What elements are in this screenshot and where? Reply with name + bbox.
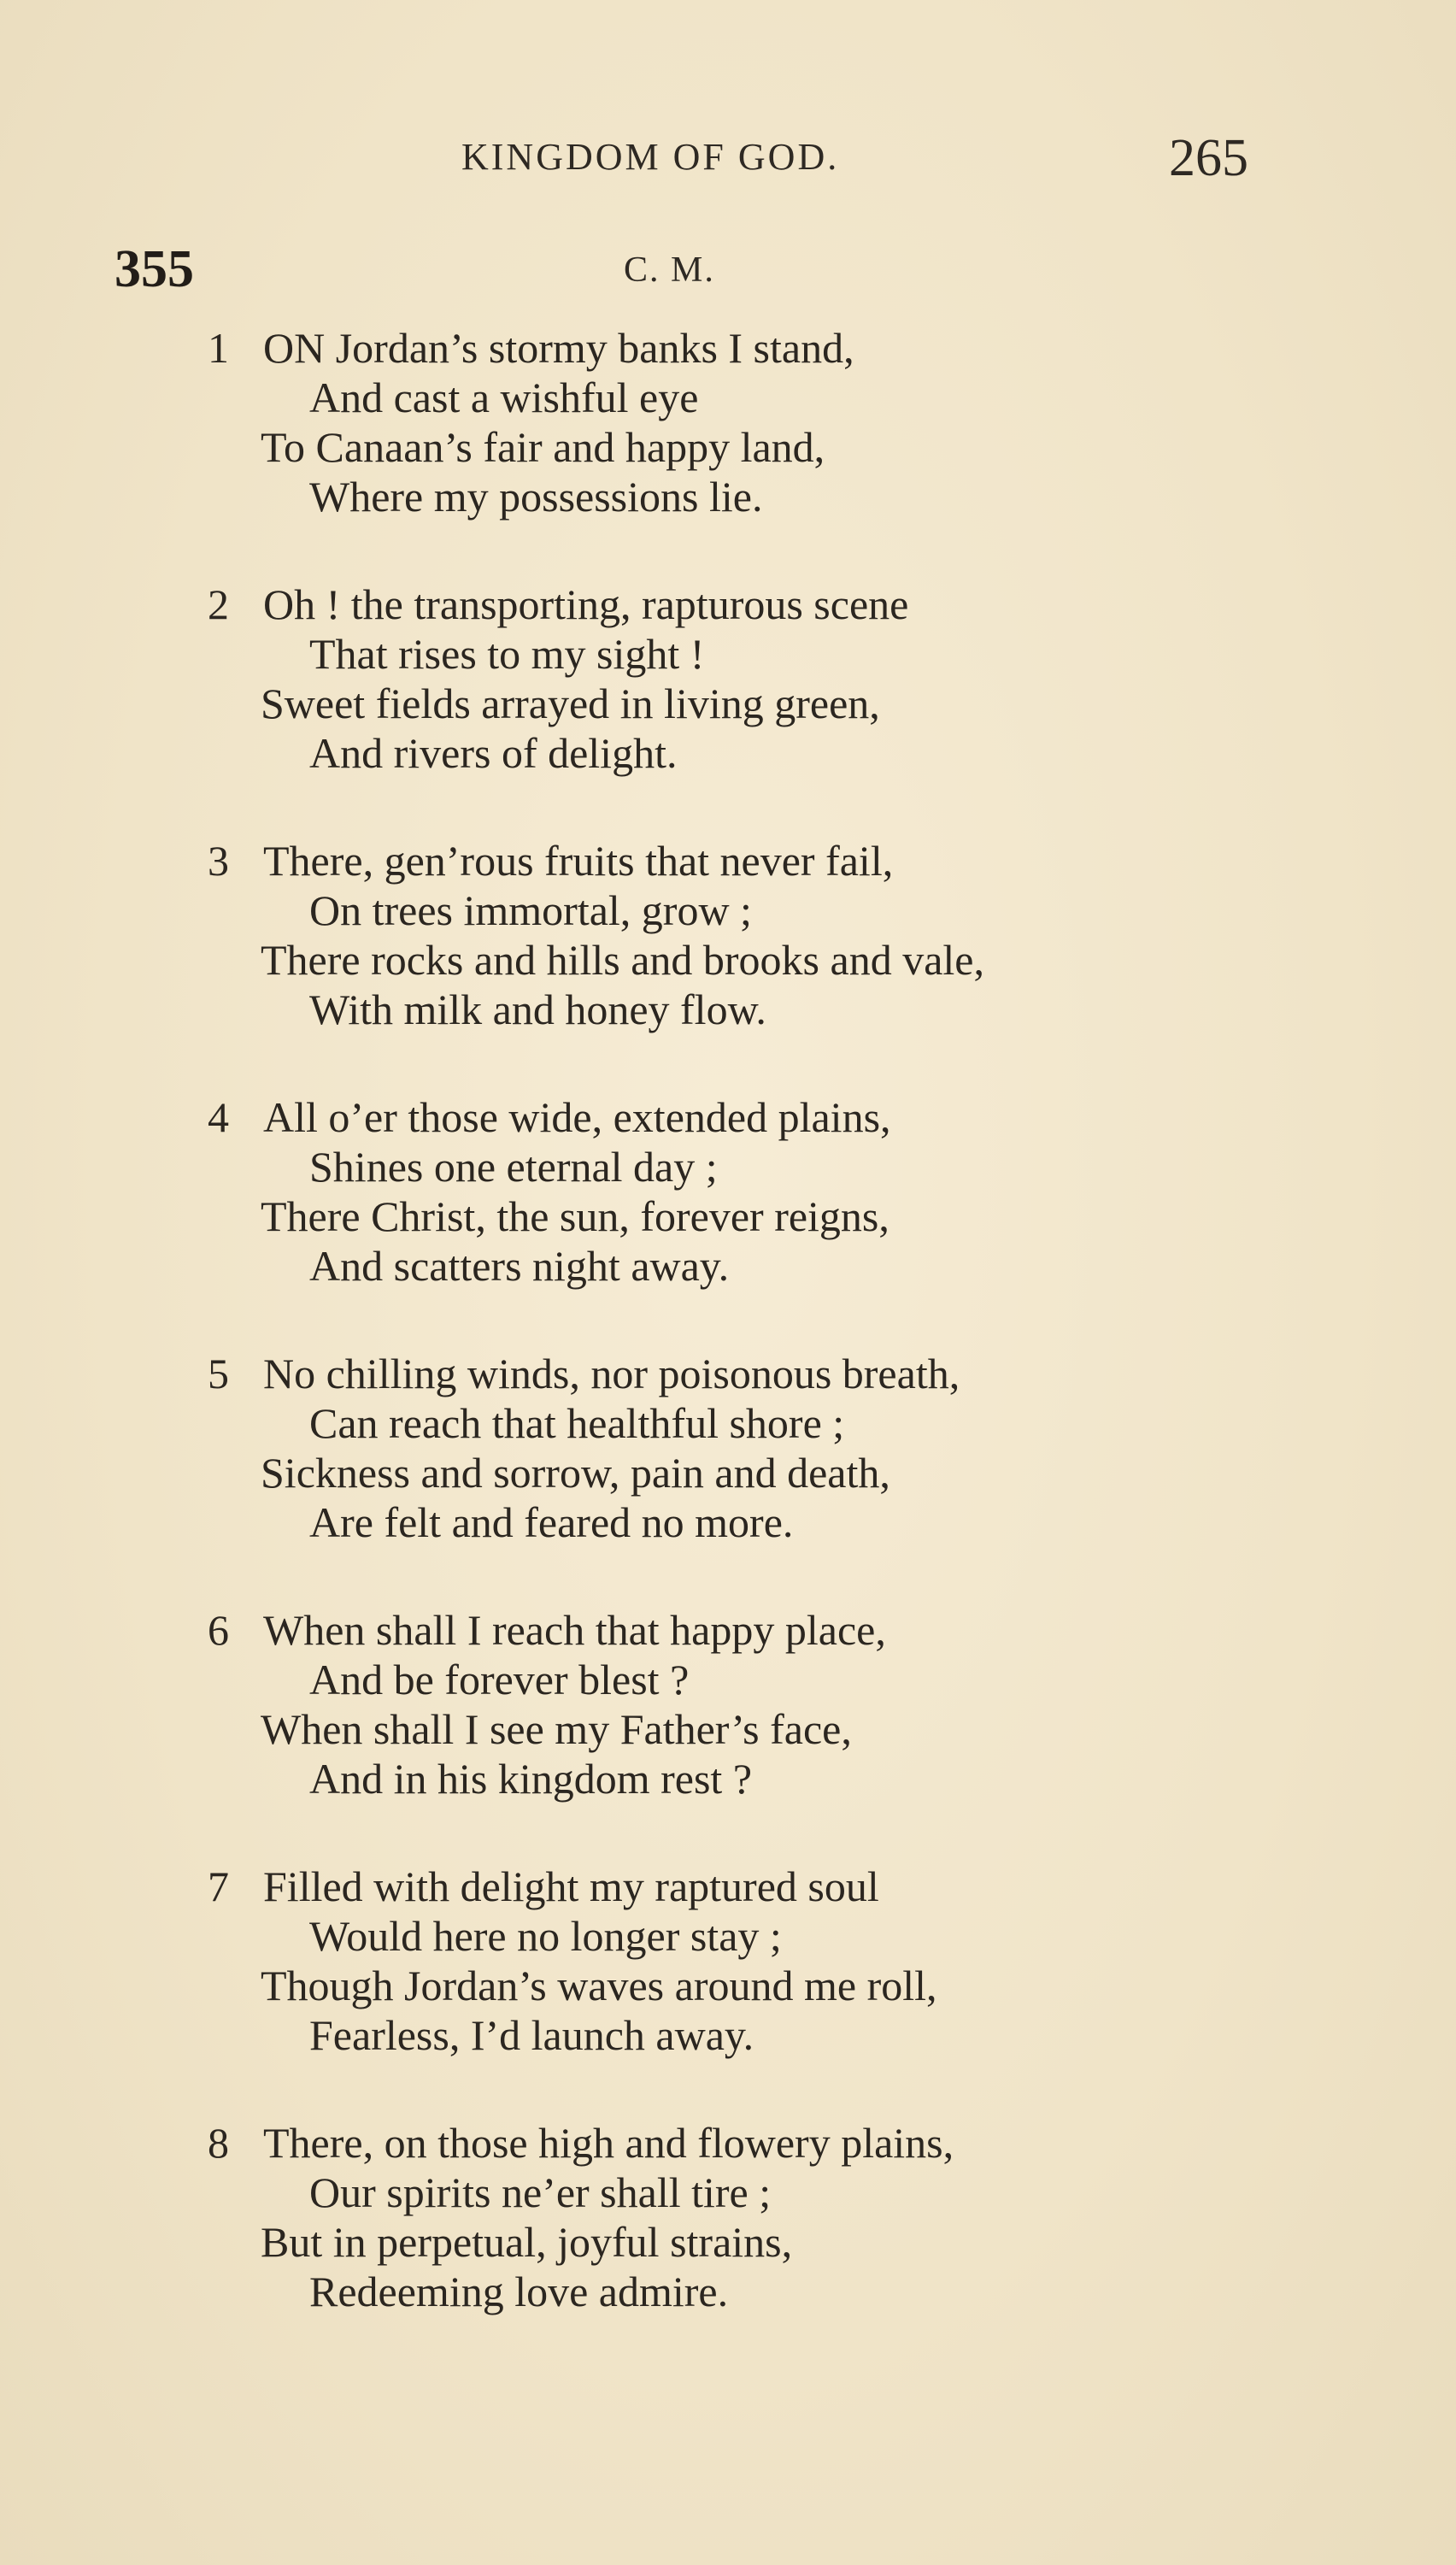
- stanza-line: No chilling winds, nor poisonous breath,: [263, 1350, 960, 1397]
- stanza-line: Shines one eternal day ;: [309, 1143, 718, 1191]
- stanza-line: There, gen’rous fruits that never fail,: [263, 837, 894, 885]
- stanza-line: Fearless, I’d launch away.: [309, 2011, 754, 2059]
- stanza-line: Sickness and sorrow, pain and death,: [261, 1449, 890, 1497]
- verse-number: 2: [208, 580, 229, 628]
- stanza-line: There rocks and hills and brooks and vale,: [261, 936, 984, 984]
- stanza-line: Oh ! the transporting, rapturous scene: [263, 580, 909, 628]
- stanza-7: [0, 1862, 1456, 2062]
- verse-number: 7: [208, 1862, 229, 1910]
- stanza-line: Though Jordan’s waves around me roll,: [261, 1962, 937, 2009]
- stanza-4: [0, 1092, 1456, 1292]
- stanza-line: Can reach that healthful shore ;: [309, 1399, 845, 1447]
- stanza-5: [0, 1349, 1456, 1549]
- stanza-line: On trees immortal, grow ;: [309, 886, 752, 934]
- stanza-line: And rivers of delight.: [309, 729, 678, 777]
- stanza-6: [0, 1605, 1456, 1805]
- verse-number: 4: [208, 1093, 229, 1141]
- stanza-line: When shall I reach that happy place,: [263, 1606, 886, 1654]
- stanza-line: Filled with delight my raptured soul: [263, 1862, 879, 1910]
- verse-number: 3: [208, 837, 229, 885]
- stanza-line: ON Jordan’s stormy banks I stand,: [263, 324, 854, 372]
- stanza-line: Would here no longer stay ;: [309, 1912, 782, 1960]
- stanza-line: There Christ, the sun, forever reigns,: [261, 1192, 889, 1240]
- stanza-line: There, on those high and flowery plains,: [263, 2119, 954, 2167]
- running-title: KINGDOM OF GOD.: [461, 136, 840, 178]
- stanza-line: When shall I see my Father’s face,: [261, 1705, 852, 1753]
- stanza-3: [0, 836, 1456, 1036]
- verse-number: 8: [208, 2119, 229, 2167]
- stanza-line: Are felt and feared no more.: [309, 1498, 794, 1546]
- page-number: 265: [1169, 129, 1248, 187]
- stanza-line: That rises to my sight !: [309, 630, 705, 678]
- stanza-line: Where my possessions lie.: [309, 473, 763, 521]
- hymn-heading: [0, 239, 1456, 308]
- stanza-line: Our spirits ne’er shall tire ;: [309, 2168, 772, 2216]
- stanza-line: And be forever blest ?: [309, 1656, 690, 1703]
- stanza-1: [0, 323, 1456, 523]
- hymn-meter: C. M.: [624, 250, 715, 290]
- stanza-line: Sweet fields arrayed in living green,: [261, 679, 880, 727]
- verse-number: 6: [208, 1606, 229, 1654]
- hymn-number: 355: [114, 240, 194, 298]
- verse-number: 1: [208, 324, 229, 372]
- hymn-stanzas: [0, 323, 1456, 2374]
- stanza-2: [0, 579, 1456, 780]
- stanza-line: But in perpetual, joyful strains,: [261, 2218, 793, 2266]
- stanza-line: With milk and honey flow.: [309, 985, 766, 1033]
- stanza-line: And in his kingdom rest ?: [309, 1755, 753, 1803]
- stanza-line: Redeeming love admire.: [309, 2268, 729, 2315]
- running-head: [0, 128, 1456, 188]
- stanza-line: And cast a wishful eye: [309, 374, 699, 421]
- stanza-line: To Canaan’s fair and happy land,: [261, 423, 825, 471]
- stanza-line: And scatters night away.: [309, 1242, 730, 1290]
- stanza-line: All o’er those wide, extended plains,: [263, 1093, 891, 1141]
- verse-number: 5: [208, 1350, 229, 1397]
- stanza-8: [0, 2118, 1456, 2318]
